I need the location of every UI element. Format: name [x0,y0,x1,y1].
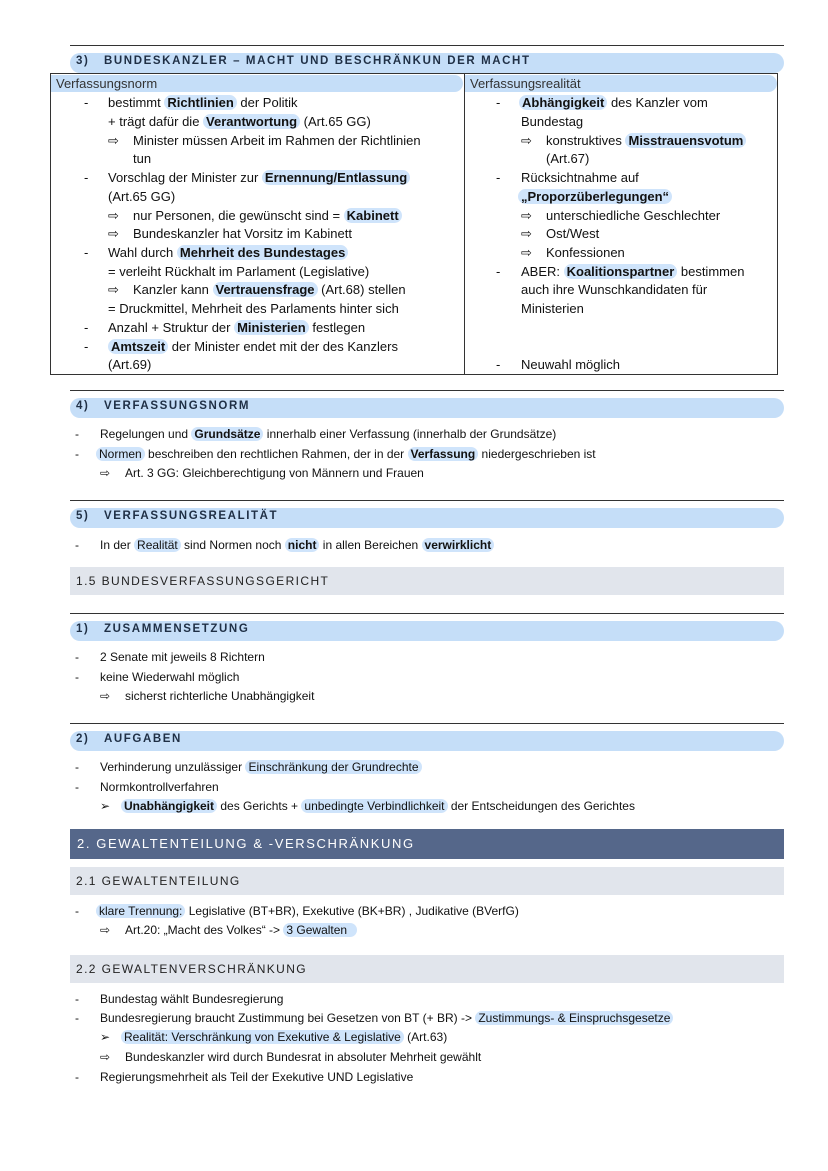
dash: - [84,339,89,354]
left-line-14: Amtszeit der Minister endet mit der des Kanzlers [108,339,398,354]
dash: - [75,760,79,774]
left-line-7: nur Personen, die gewünscht sind = Kabinett [133,208,402,223]
dash: - [496,357,501,372]
gt-line-2: Art.20: „Macht des Volkes“ -> 3 Gewalten [125,923,357,937]
dash: - [75,992,79,1006]
dash: - [75,670,79,684]
left-line-4: tun [133,151,152,166]
divider [70,45,784,46]
left-line-1: bestimmt Richtlinien der Politik [108,95,298,110]
subsection-2-1: 2.1 GEWALTENTEILUNG [70,867,784,895]
auf-line-2: Normkontrollverfahren [100,780,219,794]
column-divider [464,74,465,374]
gv-line-1: Bundestag wählt Bundesregierung [100,992,284,1006]
col-header-left: Verfassungsnorm [51,75,463,92]
arrow-icon: ⇨ [521,226,532,241]
dash: - [84,170,89,185]
dash: - [75,904,79,918]
arrow-icon: ⇨ [521,133,532,148]
section-title: 1) ZUSAMMENSETZUNG [76,623,250,635]
divider [70,390,784,391]
left-line-10: = verleiht Rückhalt im Parlament (Legislative) [108,264,370,279]
right-line-5: Rücksichtnahme auf [521,170,639,185]
section-title: 4) VERFASSUNGSNORM [76,400,251,412]
gv-line-3: Realität: Verschränkung von Exekutive & Legislative (Art.63) [121,1030,447,1044]
dash: - [84,95,89,110]
right-line-8: Ost/West [546,226,600,241]
aufgaben-header [70,731,784,751]
right-line-9: Konfessionen [546,245,625,260]
right-line-2: Bundestag [521,114,584,129]
arrow-icon: ⇨ [100,466,111,480]
left-line-6: (Art.65 GG) [108,189,176,204]
auf-line-1: Verhinderung unzulässiger Einschränkung der Grundrechte [100,760,422,774]
zusammensetzung-header [70,621,784,641]
dash: - [84,245,89,260]
left-line-8: Bundeskanzler hat Vorsitz im Kabinett [133,226,352,241]
arrow-icon: ⇨ [521,208,532,223]
arrow-icon: ⇨ [108,226,119,241]
divider [70,613,784,614]
left-line-13: Anzahl + Struktur der Ministerien festlegen [108,320,366,335]
gt-line-1: klare Trennung: Legislative (BT+BR), Exekutive (BK+BR) , Judikative (BVerfG) [96,904,519,918]
z-line-1: 2 Senate mit jeweils 8 Richtern [100,650,265,664]
arrow-icon: ⇨ [100,1050,111,1064]
left-line-15: (Art.69) [108,357,152,372]
section-title: 3) BUNDESKANZLER – MACHT UND BESCHRÄNKUN DER MACHT [76,55,531,67]
right-line-6: „Proporzüberlegungen“ [518,189,672,204]
s5-line-1: In der Realität sind Normen noch nicht in allen Bereichen verwirklicht [100,538,494,552]
left-line-3: Minister müssen Arbeit im Rahmen der Richtlinien [133,133,421,148]
arrow-icon: ⇨ [100,923,111,937]
col-header-right: Verfassungsrealität [465,75,777,92]
bullet-arrow-icon: ➢ [100,799,111,813]
section-3-header [70,53,784,73]
s4-line-1: Regelungen und Grundsätze innerhalb einer Verfassung (innerhalb der Grundsätze) [100,427,557,441]
gv-line-2: Bundesregierung braucht Zustimmung bei Gesetzen von BT (+ BR) -> Zustimmungs- & Einspruchsgesetze [100,1011,673,1025]
arrow-icon: ⇨ [108,133,119,148]
dash: - [496,264,501,279]
dash: - [75,780,79,794]
dash: - [84,320,89,335]
subsection-1-5: 1.5 BUNDESVERFASSUNGSGERICHT [70,567,784,595]
arrow-icon: ⇨ [521,245,532,260]
right-line-4: (Art.67) [546,151,590,166]
left-line-5: Vorschlag der Minister zur Ernennung/Entlassung [108,170,410,185]
auf-line-3: Unabhängigkeit des Gerichts + unbedingte Verbindlichkeit der Entscheidungen des Gerichtes [121,799,635,813]
section-title: 2) AUFGABEN [76,733,182,745]
dash: - [75,650,79,664]
arrow-icon: ⇨ [108,282,119,297]
section-5-header [70,508,784,528]
dash: - [75,538,79,552]
s4-line-2: Normen beschreiben den rechtlichen Rahmen, der in der Verfassung niedergeschrieben ist [96,447,596,461]
arrow-icon: ⇨ [100,689,111,703]
z-line-3: sicherst richterliche Unabhängigkeit [125,689,315,703]
gv-line-4: Bundeskanzler wird durch Bundesrat in absoluter Mehrheit gewählt [125,1050,482,1064]
dash: - [496,95,501,110]
dash: - [75,447,79,461]
dash: - [75,1070,79,1084]
s4-line-3: Art. 3 GG: Gleichberechtigung von Männern und Frauen [125,466,424,480]
right-line-11: auch ihre Wunschkandidaten für [521,282,708,297]
gv-line-5: Regierungsmehrheit als Teil der Exekutive UND Legislative [100,1070,414,1084]
divider [70,723,784,724]
section-4-header [70,398,784,418]
left-line-9: Wahl durch Mehrheit des Bundestages [108,245,348,260]
chapter-2-header: 2. GEWALTENTEILUNG & -VERSCHRÄNKUNG [70,829,784,859]
right-line-7: unterschiedliche Geschlechter [546,208,721,223]
right-line-13: Neuwahl möglich [521,357,620,372]
dash: - [75,427,79,441]
divider [70,500,784,501]
section-title: 5) VERFASSUNGSREALITÄT [76,510,279,522]
right-line-3: konstruktives Misstrauensvotum [546,133,746,148]
left-line-12: = Druckmittel, Mehrheit des Parlaments hinter sich [108,301,399,316]
macht-table [50,73,778,375]
arrow-icon: ⇨ [108,208,119,223]
dash: - [75,1011,79,1025]
bullet-arrow-icon: ➢ [100,1030,111,1044]
right-line-10: ABER: Koalitionspartner bestimmen [521,264,745,279]
left-line-2: + trägt dafür die Verantwortung (Art.65 GG) [108,114,371,129]
right-line-12: Ministerien [521,301,584,316]
z-line-2: keine Wiederwahl möglich [100,670,240,684]
left-line-11: Kanzler kann Vertrauensfrage (Art.68) stellen [133,282,406,297]
subsection-2-2: 2.2 GEWALTENVERSCHRÄNKUNG [70,955,784,983]
dash: - [496,170,501,185]
right-line-1: Abhängigkeit des Kanzler vom [519,95,708,110]
